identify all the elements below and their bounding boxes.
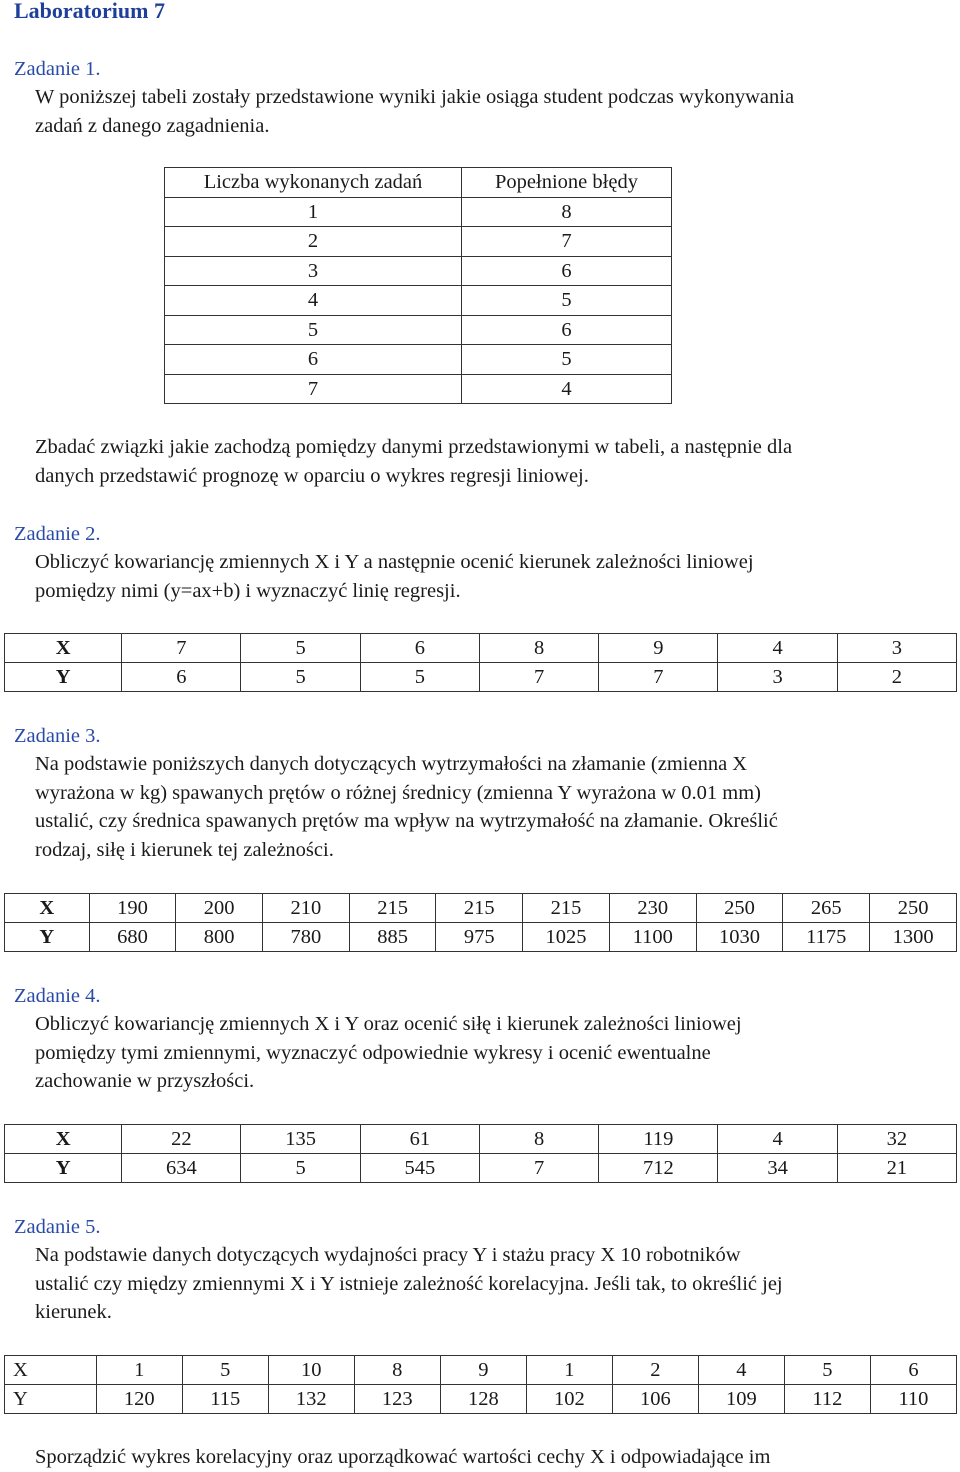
y-value: 112 xyxy=(784,1385,870,1414)
task-4-description xyxy=(35,1010,955,1096)
task-1-heading: Zadanie 1. xyxy=(14,58,101,80)
task-4-table xyxy=(4,1124,957,1183)
task-3-line: rodzaj, siłę i kierunek tej zależności. xyxy=(35,838,334,861)
x-value: 4 xyxy=(718,634,837,663)
y-value: 1175 xyxy=(783,923,870,952)
task-4-line: Obliczyć kowariancję zmiennych X i Y oraz ocenić siłę i kierunek zależności liniowej xyxy=(35,1013,742,1035)
y-value: 1300 xyxy=(870,923,957,952)
task-2-table xyxy=(4,633,957,692)
task-3-table xyxy=(4,893,957,952)
column-header-tasks-done: Liczba wykonanych zadań xyxy=(165,168,462,198)
page-title: Laboratorium 7 xyxy=(14,0,165,23)
y-value: 780 xyxy=(263,923,350,952)
x-value: 250 xyxy=(696,894,783,923)
task-4-heading: Zadanie 4. xyxy=(14,985,101,1007)
x-value: 6 xyxy=(870,1356,956,1385)
y-label: Y xyxy=(5,1385,97,1414)
x-value: 215 xyxy=(436,894,523,923)
table-cell: 1 xyxy=(165,197,462,227)
table-cell: 5 xyxy=(462,345,672,375)
x-value: 210 xyxy=(263,894,350,923)
table-row xyxy=(165,197,672,227)
task-3-line: Na podstawie poniższych danych dotyczących wytrzymałości na złamanie (zmienna X xyxy=(35,753,748,775)
table-cell: 6 xyxy=(462,256,672,286)
y-value: 7 xyxy=(479,663,598,692)
x-value: 5 xyxy=(241,634,360,663)
y-value: 123 xyxy=(354,1385,440,1414)
x-row xyxy=(5,634,957,663)
x-value: 61 xyxy=(360,1125,479,1154)
x-value: 119 xyxy=(599,1125,718,1154)
x-label: X xyxy=(5,634,122,663)
y-value: 102 xyxy=(526,1385,612,1414)
y-value: 975 xyxy=(436,923,523,952)
task-4-line: zachowanie w przyszłości. xyxy=(35,1070,255,1092)
table-cell: 3 xyxy=(165,256,462,286)
y-value: 3 xyxy=(718,663,837,692)
x-row xyxy=(5,894,957,923)
task-2-line: Obliczyć kowariancję zmiennych X i Y a następnie ocenić kierunek zależności liniowej xyxy=(35,551,754,573)
y-value: 2 xyxy=(837,663,956,692)
y-value: 1030 xyxy=(696,923,783,952)
y-value: 6 xyxy=(122,663,241,692)
y-value: 21 xyxy=(837,1154,956,1183)
y-label: Y xyxy=(5,663,122,692)
y-value: 128 xyxy=(440,1385,526,1414)
x-value: 1 xyxy=(96,1356,182,1385)
x-value: 22 xyxy=(122,1125,241,1154)
y-value: 1100 xyxy=(609,923,696,952)
x-value: 265 xyxy=(783,894,870,923)
y-value: 132 xyxy=(268,1385,354,1414)
task-2-line: pomiędzy nimi (y=ax+b) i wyznaczyć linię regresji. xyxy=(35,579,461,602)
x-value: 7 xyxy=(122,634,241,663)
x-label: X xyxy=(5,1356,97,1385)
y-value: 110 xyxy=(870,1385,956,1414)
x-value: 5 xyxy=(182,1356,268,1385)
y-label: Y xyxy=(5,923,90,952)
task-1-table xyxy=(164,167,672,404)
table-cell: 7 xyxy=(165,374,462,404)
task-1-line: W poniższej tabeli zostały przedstawione wyniki jakie osiąga student podczas wykonywania xyxy=(35,86,795,108)
task-3-heading: Zadanie 3. xyxy=(14,725,101,747)
x-label: X xyxy=(5,894,90,923)
y-value: 1025 xyxy=(523,923,610,952)
y-value: 7 xyxy=(599,663,718,692)
x-value: 9 xyxy=(440,1356,526,1385)
task-2-heading: Zadanie 2. xyxy=(14,523,101,545)
task-5-description xyxy=(35,1241,955,1327)
x-row xyxy=(5,1356,957,1385)
table-row xyxy=(165,256,672,286)
y-value: 120 xyxy=(96,1385,182,1414)
x-value: 250 xyxy=(870,894,957,923)
task-1-description xyxy=(35,83,955,140)
task-1-line: zadań z danego zagadnienia. xyxy=(35,114,270,137)
y-row xyxy=(5,1385,957,1414)
x-value: 3 xyxy=(837,634,956,663)
table-header-row xyxy=(165,168,672,198)
table-row xyxy=(165,227,672,257)
x-value: 9 xyxy=(599,634,718,663)
task-1-instruction-line: danych przedstawić prognozę w oparciu o wykres regresji liniowej. xyxy=(35,464,589,487)
table-row xyxy=(165,315,672,345)
x-value: 5 xyxy=(784,1356,870,1385)
x-value: 8 xyxy=(354,1356,440,1385)
task-3-description xyxy=(35,750,955,864)
x-value: 10 xyxy=(268,1356,354,1385)
y-value: 5 xyxy=(360,663,479,692)
x-value: 215 xyxy=(349,894,436,923)
task-4-line: pomiędzy tymi zmiennymi, wyznaczyć odpowiednie wykresy i ocenić ewentualne xyxy=(35,1041,711,1064)
y-row xyxy=(5,663,957,692)
task-5-line: ustalić czy między zmiennymi X i Y istnieje zależność korelacyjna. Jeśli tak, to określić jej xyxy=(35,1272,783,1295)
x-value: 4 xyxy=(718,1125,837,1154)
task-5-heading: Zadanie 5. xyxy=(14,1216,101,1238)
x-value: 230 xyxy=(609,894,696,923)
task-5-instruction-line: Sporządzić wykres korelacyjny oraz uporządkować wartości cechy X i odpowiadające im xyxy=(35,1446,771,1468)
y-value: 109 xyxy=(698,1385,784,1414)
table-row xyxy=(165,286,672,316)
table-cell: 5 xyxy=(165,315,462,345)
column-header-errors: Popełnione błędy xyxy=(462,168,672,198)
x-value: 200 xyxy=(176,894,263,923)
x-value: 1 xyxy=(526,1356,612,1385)
task-1-instruction-line: Zbadać związki jakie zachodzą pomiędzy danymi przedstawionymi w tabeli, a następnie dla xyxy=(35,436,793,458)
table-cell: 4 xyxy=(165,286,462,316)
y-value: 7 xyxy=(479,1154,598,1183)
y-value: 106 xyxy=(612,1385,698,1414)
task-3-line: ustalić, czy średnica spawanych prętów ma wpływ na wytrzymałość na złamanie. Określić xyxy=(35,810,778,832)
x-value: 135 xyxy=(241,1125,360,1154)
task-5-line: Na podstawie danych dotyczących wydajności pracy Y i stażu pracy X 10 robotników xyxy=(35,1244,741,1266)
y-value: 34 xyxy=(718,1154,837,1183)
task-5-instruction xyxy=(35,1443,955,1472)
y-label: Y xyxy=(5,1154,122,1183)
table-cell: 6 xyxy=(165,345,462,375)
task-5-table xyxy=(4,1355,957,1414)
y-value: 5 xyxy=(241,1154,360,1183)
y-value: 115 xyxy=(182,1385,268,1414)
task-3-line: wyrażona w kg) spawanych prętów o różnej średnicy (zmienna Y wyrażona w 0.01 mm) xyxy=(35,781,761,804)
x-value: 190 xyxy=(89,894,176,923)
table-cell: 4 xyxy=(462,374,672,404)
x-value: 4 xyxy=(698,1356,784,1385)
task-2-description xyxy=(35,548,955,605)
y-value: 634 xyxy=(122,1154,241,1183)
task-5-line: kierunek. xyxy=(35,1301,112,1323)
y-value: 680 xyxy=(89,923,176,952)
y-row xyxy=(5,1154,957,1183)
table-cell: 7 xyxy=(462,227,672,257)
y-value: 545 xyxy=(360,1154,479,1183)
y-value: 712 xyxy=(599,1154,718,1183)
x-value: 8 xyxy=(479,1125,598,1154)
y-value: 800 xyxy=(176,923,263,952)
task-1-instruction xyxy=(35,433,955,490)
x-value: 2 xyxy=(612,1356,698,1385)
x-label: X xyxy=(5,1125,122,1154)
table-row xyxy=(165,345,672,375)
x-value: 32 xyxy=(837,1125,956,1154)
table-cell: 2 xyxy=(165,227,462,257)
table-cell: 6 xyxy=(462,315,672,345)
y-value: 885 xyxy=(349,923,436,952)
y-row xyxy=(5,923,957,952)
y-value: 5 xyxy=(241,663,360,692)
x-value: 8 xyxy=(479,634,598,663)
table-cell: 5 xyxy=(462,286,672,316)
x-value: 215 xyxy=(523,894,610,923)
x-value: 6 xyxy=(360,634,479,663)
x-row xyxy=(5,1125,957,1154)
table-cell: 8 xyxy=(462,197,672,227)
table-row xyxy=(165,374,672,404)
